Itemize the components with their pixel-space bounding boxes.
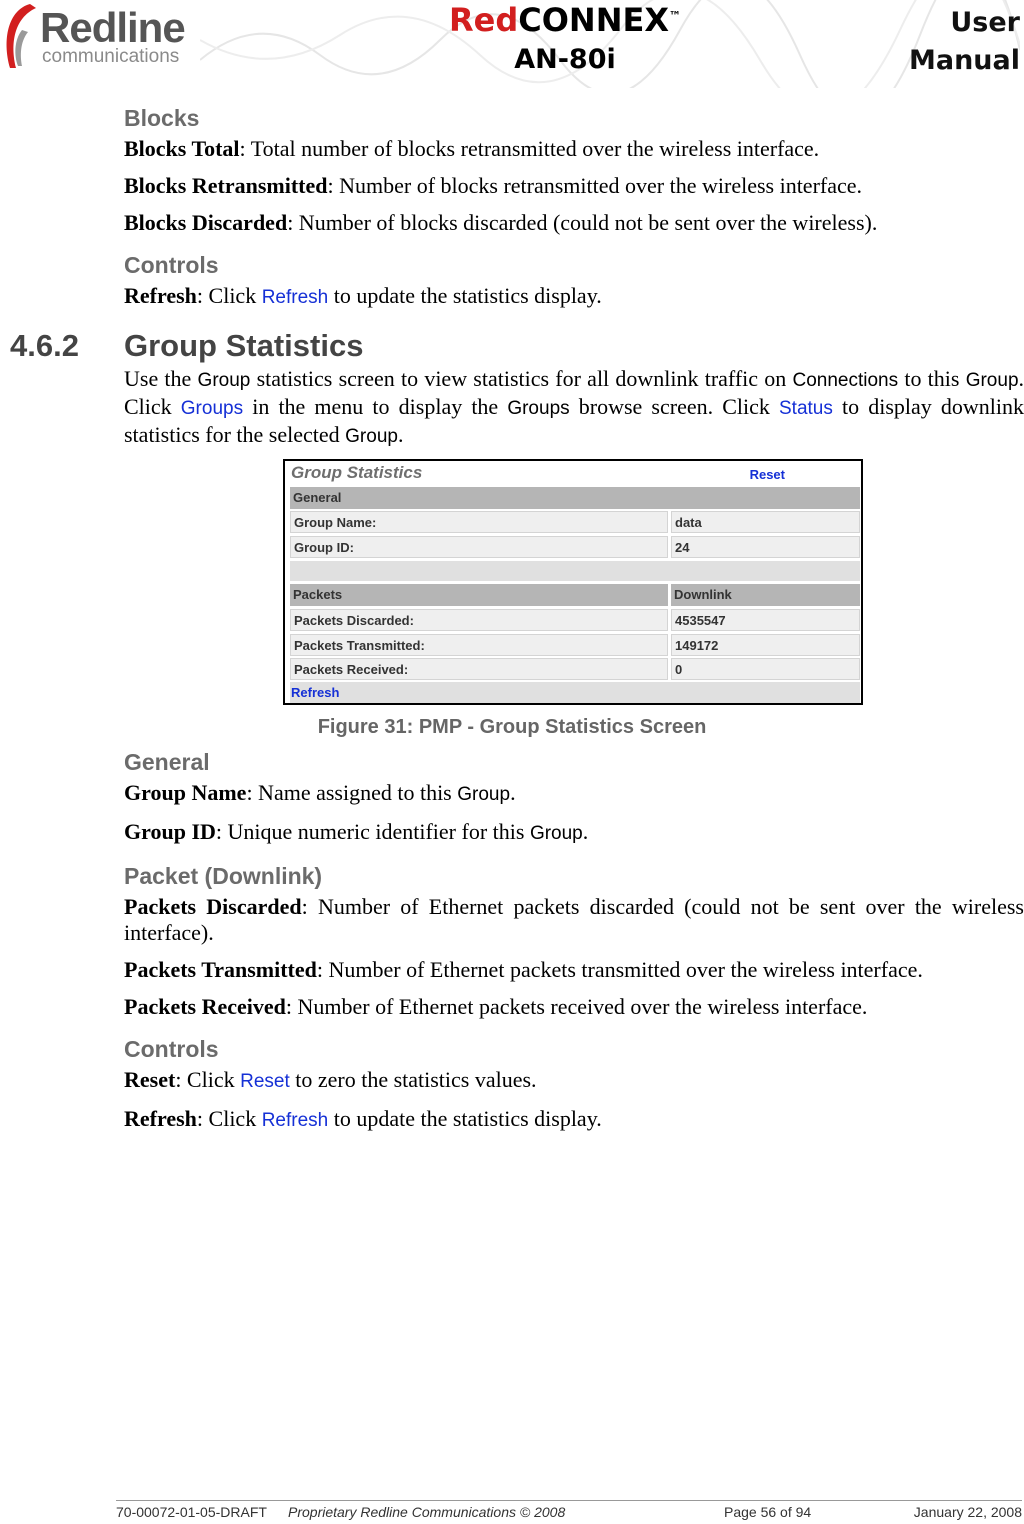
text: Use the — [124, 366, 198, 391]
text: : Click — [196, 283, 262, 308]
text: to zero the statistics values. — [289, 1067, 537, 1092]
packets-discarded-definition — [124, 894, 1024, 946]
term: Blocks Retransmitted — [124, 173, 328, 198]
text: : Click — [175, 1067, 241, 1092]
group-name-label: Group Name: — [290, 511, 668, 533]
spacer-row — [290, 561, 860, 581]
group-name-value: data — [671, 511, 860, 533]
trademark-symbol: ™ — [669, 9, 682, 23]
keyword: Group — [345, 426, 398, 447]
footer-page-number: Page 56 of 94 — [724, 1504, 812, 1520]
reset-link[interactable]: Reset — [749, 467, 785, 482]
footer-proprietary: Proprietary Redline Communications © 2008 — [288, 1504, 566, 1520]
text: : Click — [196, 1106, 262, 1131]
term: Reset — [124, 1067, 176, 1092]
logo-wordmark: Redline — [40, 4, 185, 51]
downlink-header: Downlink — [671, 584, 860, 606]
text: to this — [898, 366, 966, 391]
logo-subtitle: communications — [42, 46, 180, 67]
footer-bar — [290, 682, 860, 703]
packets-received-label: Packets Received: — [290, 658, 668, 680]
footer-divider — [116, 1500, 1022, 1501]
term: Blocks Total — [124, 136, 240, 161]
refresh-link[interactable]: Refresh — [261, 287, 329, 308]
keyword: Group — [457, 784, 511, 805]
text: . Click — [124, 366, 1024, 419]
text: . — [397, 422, 404, 447]
term: Refresh — [124, 1106, 197, 1131]
table-row — [290, 634, 860, 656]
refresh-definition — [124, 283, 1024, 311]
redline-swoosh-icon — [0, 0, 44, 72]
section-heading — [10, 328, 1020, 364]
group-id-value: 24 — [671, 536, 860, 558]
blocks-discarded-definition — [124, 210, 1024, 236]
keyword: Group — [965, 370, 1019, 391]
keyword: Connections — [792, 370, 899, 391]
term: Blocks Discarded — [124, 210, 288, 235]
keyword: Group — [197, 370, 251, 391]
general-header: General — [290, 487, 860, 509]
description: : Unique numeric identifier for this — [215, 819, 530, 844]
term: Group Name — [124, 780, 247, 805]
blocks-retransmitted-definition — [124, 173, 1024, 199]
reset-link-text[interactable]: Reset — [240, 1071, 290, 1092]
controls-heading: Controls — [124, 252, 219, 278]
screen-title: Group Statistics — [291, 463, 423, 482]
product-name — [400, 0, 730, 40]
page-footer — [116, 1504, 1022, 1522]
status-link[interactable]: Status — [779, 398, 833, 419]
packets-header: Packets — [290, 584, 668, 606]
blocks-heading: Blocks — [124, 105, 200, 131]
product-model: AN-80i — [514, 44, 616, 75]
term: Refresh — [124, 283, 197, 308]
groups-link[interactable]: Groups — [180, 398, 244, 419]
description: : Number of Ethernet packets received over the wireless interface. — [285, 994, 868, 1019]
text: . — [582, 819, 589, 844]
general-header-row — [290, 487, 860, 509]
reset-definition — [124, 1067, 1024, 1095]
definitions-section — [124, 744, 1024, 1145]
document-type-line2: Manual — [908, 45, 1020, 76]
table-row — [290, 609, 860, 631]
keyword: Groups — [507, 398, 570, 419]
text: . — [510, 780, 516, 805]
product-name-red: Red — [448, 1, 519, 39]
text: in the menu to display the — [243, 394, 508, 419]
packets-transmitted-label: Packets Transmitted: — [290, 634, 668, 656]
packet-downlink-heading: Packet (Downlink) — [124, 863, 323, 889]
page-header — [0, 0, 1024, 88]
packets-received-definition — [124, 994, 1024, 1020]
group-name-row — [290, 511, 860, 533]
table-row — [290, 658, 860, 680]
blocks-section — [124, 100, 1024, 322]
screen-refresh-link[interactable]: Refresh — [291, 685, 340, 700]
general-heading: General — [124, 749, 210, 775]
blocks-total-definition — [124, 136, 1024, 162]
packets-discarded-value: 4535547 — [671, 609, 860, 631]
footer-doc-id: 70-00072-01-05-DRAFT — [116, 1504, 267, 1520]
group-statistics-screenshot — [283, 459, 863, 705]
description: : Number of blocks retransmitted over the wireless interface. — [327, 173, 863, 198]
document-type-line1: User — [950, 7, 1020, 38]
document-type — [909, 4, 1020, 80]
refresh-definition-bottom — [124, 1106, 1024, 1134]
packets-transmitted-definition — [124, 957, 1024, 983]
footer-date: January 22, 2008 — [913, 1504, 1022, 1520]
text: to update the statistics display. — [328, 283, 602, 308]
product-name-rest: CONNEX — [518, 1, 670, 39]
controls-heading-bottom: Controls — [124, 1036, 219, 1062]
refresh-link-text[interactable]: Refresh — [261, 1110, 329, 1131]
group-id-label: Group ID: — [290, 536, 668, 558]
description: : Number of blocks discarded (could not be sent over the wireless). — [287, 210, 878, 235]
description: : Number of Ethernet packets transmitted over the wireless interface. — [316, 957, 923, 982]
group-name-definition — [124, 780, 1024, 808]
term: Group ID — [124, 819, 216, 844]
description: : Total number of blocks retransmitted over the wireless interface. — [239, 136, 820, 161]
packets-header-row — [290, 584, 860, 606]
group-id-definition — [124, 819, 1024, 847]
text: to update the statistics display. — [328, 1106, 602, 1131]
packets-received-value: 0 — [671, 658, 860, 680]
description: : Number of Ethernet packets discarded (could not be sent over the wireless interface). — [124, 894, 1024, 945]
keyword: Group — [529, 823, 583, 844]
text: statistics screen to view statistics for all downlink traffic on — [250, 366, 793, 391]
text: to display downlink statistics for the selected — [124, 394, 1024, 447]
group-id-row — [290, 536, 860, 558]
figure-caption: Figure 31: PMP - Group Statistics Screen — [317, 716, 707, 738]
text: browse screen. Click — [569, 394, 779, 419]
term: Packets Discarded — [124, 894, 302, 919]
intro-paragraph — [124, 366, 1024, 450]
description: : Name assigned to this — [246, 780, 458, 805]
section-number: 4.6.2 — [10, 328, 79, 363]
term: Packets Transmitted — [124, 957, 317, 982]
section-title: Group Statistics — [124, 328, 364, 363]
packets-transmitted-value: 149172 — [671, 634, 860, 656]
redline-logo — [0, 0, 210, 80]
term: Packets Received — [124, 994, 286, 1019]
packets-discarded-label: Packets Discarded: — [290, 609, 668, 631]
